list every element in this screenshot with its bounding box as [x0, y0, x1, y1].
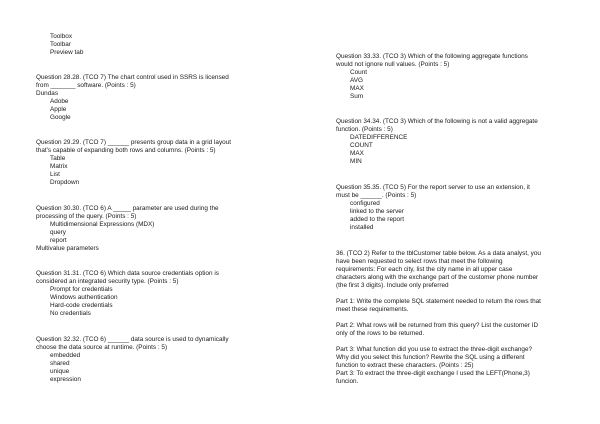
q32-option-1: embedded — [50, 352, 81, 359]
q32-option-2: shared — [50, 360, 70, 367]
q34-option-2: COUNT — [350, 142, 373, 149]
q36-part2-line-2: only of the rows to be returned. — [336, 330, 425, 337]
q36-intro-line-5: (the first 3 digits). Include only preferred — [336, 282, 449, 289]
q29-option-2: Matrix — [50, 163, 68, 170]
q30-option-2: query — [50, 229, 66, 236]
q34-option-4: MIN — [350, 158, 362, 165]
q34-question-line-1: Question 34.34. (TCO 3) Which of the following is not a valid aggregate — [336, 118, 538, 125]
q31-question-line-2: considered an integrated security type. (Points : 5) — [36, 278, 179, 285]
q33-question-line-2: would not ignore null values. (Points : 5) — [336, 61, 450, 68]
q29-question-line-1: Question 29.29. (TCO 7) ______ presents group data in a grid layout — [36, 139, 232, 146]
q29-option-3: List — [50, 171, 60, 178]
q35-question-line-1: Question 35.35. (TCO 5) For the report server to use an extension, it — [336, 184, 530, 191]
q36-intro-line-3: requirements: For each city, list the city name in all upper case — [336, 266, 513, 273]
q30-question-line-2: processing of the query. (Points : 5) — [36, 213, 137, 220]
q36-intro-line-4: characters along with the exchange part of the customer phone number — [336, 274, 539, 281]
q29-option-4: Dropdown — [50, 179, 80, 186]
q34-question-line-2: function. (Points : 5) — [336, 126, 393, 133]
q29-question-line-2: that's capable of expanding both rows and columns. (Points : 5) — [36, 147, 216, 154]
q31-question-line-1: Question 31.31. (TCO 6) Which data source credentials option is — [36, 270, 219, 277]
q36-part1-line-1: Part 1: Write the complete SQL statement needed to return the rows that — [336, 298, 541, 305]
q31-option-4: No credentials — [50, 310, 91, 317]
q27-option-1: Toolbox — [50, 33, 73, 40]
q31-option-1: Prompt for credentials — [50, 286, 113, 293]
q36-part3-answer-line-2: funcion. — [336, 378, 359, 385]
q30-answer: Multivalue parameters — [36, 245, 99, 252]
q35-option-2: linked to the server — [350, 208, 404, 215]
q35-option-4: installed — [350, 224, 374, 231]
q36-part1-line-2: meet these requirements. — [336, 306, 409, 313]
q35-question-line-2: must be ______. (Points : 5) — [336, 192, 417, 199]
q36-intro-line-1: 36. (TCO 2) Refer to the tblCustomer table below. As a data analyst, you — [336, 250, 541, 257]
q32-question-line-2: choose the data source at runtime. (Points : 5) — [36, 344, 168, 351]
q30-option-3: report — [50, 237, 67, 244]
q36-intro-line-2: have been requested to select rows that meet the following — [336, 258, 503, 265]
q32-option-4: expression — [50, 376, 81, 383]
q28-option-1: Adobe — [50, 98, 69, 105]
q36-part3-line-1: Part 3: What function did you use to extract the three-digit exchange? — [336, 346, 533, 353]
q28-option-3: Google — [50, 114, 71, 121]
q33-option-3: MAX — [350, 85, 364, 92]
q32-question-line-1: Question 32.32. (TCO 6) ______ data source is used to dynamically — [36, 336, 229, 343]
q30-option-1: Multidimensional Expressions (MDX) — [50, 221, 155, 228]
q33-option-2: AVG — [350, 77, 364, 84]
q27-option-2: Toolbar — [50, 41, 71, 48]
q33-question-line-1: Question 33.33. (TCO 3) Which of the following aggregate functions — [336, 53, 528, 60]
q36-part2-line-1: Part 2: What rows will be returned from this query? List the customer ID — [336, 322, 539, 329]
q35-option-1: configured — [350, 200, 380, 207]
q34-option-3: MAX — [350, 150, 364, 157]
q27-option-3: Preview tab — [50, 49, 84, 56]
q28-question-line-1: Question 28.28. (TCO 7) The chart control used in SSRS is licensed — [36, 74, 229, 81]
q31-option-3: Hard-code credentials — [50, 302, 113, 309]
q32-option-3: unique — [50, 368, 70, 375]
q35-option-3: added to the report — [350, 216, 405, 223]
q28-option-2: Apple — [50, 106, 67, 113]
q29-option-1: Table — [50, 155, 66, 162]
q28-question-line-2: from _______ software. (Points : 5) — [36, 82, 136, 89]
q33-option-1: Count — [350, 69, 368, 76]
q34-option-1: DATEDIFFERENCE — [350, 134, 408, 141]
q28-answer: Dundas — [36, 90, 59, 97]
q33-option-4: Sum — [350, 93, 364, 100]
q36-part3-answer-line-1: Part 3: To extract the three-digit exchange I used the LEFT(Phone,3) — [336, 370, 530, 377]
q36-part3-line-2: Why did you select this function? Rewrite the SQL using a different — [336, 354, 525, 361]
q31-option-2: Windows authentication — [50, 294, 118, 301]
q36-part3-line-3: function to extract these characters. (Points : 25) — [336, 362, 474, 369]
q30-question-line-1: Question 30.30. (TCO 6) A _____ parameter are used during the — [36, 205, 219, 212]
